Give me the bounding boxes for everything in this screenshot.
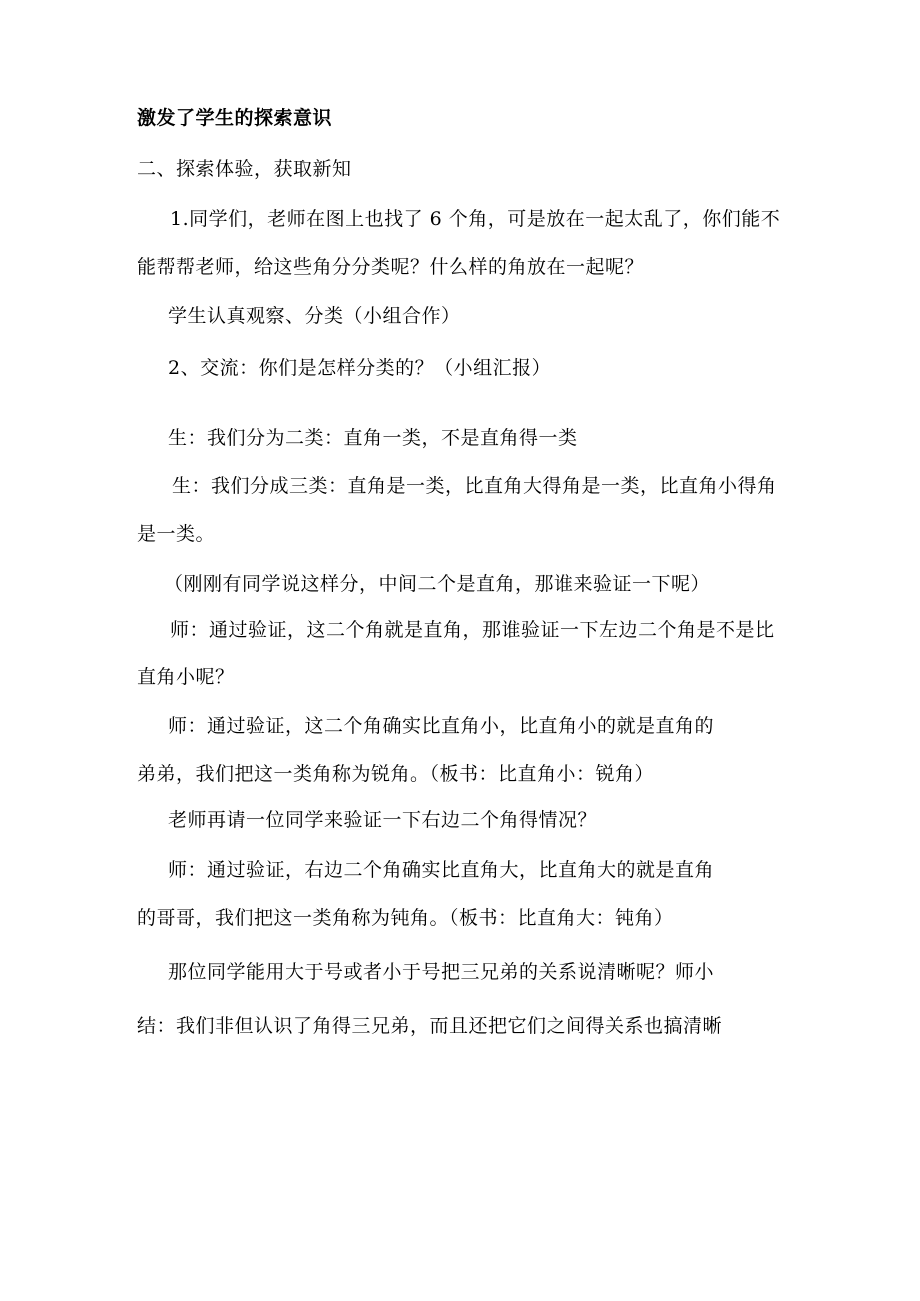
paragraph-7-line-1: 师：通过验证，这二个角就是直角，那谁验证一下左边二个角是不是比 xyxy=(170,619,775,641)
paragraph-9: 老师再请一位同学来验证一下右边二个角得情况？ xyxy=(168,809,598,831)
paragraph-2: 学生认真观察、分类（小组合作） xyxy=(168,305,461,327)
heading: 激发了学生的探索意识 xyxy=(137,107,333,129)
paragraph-8-line-2: 弟弟，我们把这一类角称为锐角。（板书：比直角小：锐角） xyxy=(137,763,655,785)
paragraph-11-line-2: 结：我们非但认识了角得三兄弟，而且还把它们之间得关系也搞清晰 xyxy=(137,1015,723,1037)
paragraph-11-line-1: 那位同学能用大于号或者小于号把三兄弟的关系说清晰呢？师小 xyxy=(168,961,715,983)
paragraph-5-line-1: 生：我们分成三类：直角是一类，比直角大得角是一类，比直角小得角 xyxy=(172,475,777,497)
paragraph-7-line-2: 直角小呢？ xyxy=(137,666,235,688)
section-title: 二、探索体验，获取新知 xyxy=(137,158,352,180)
paragraph-5-line-2: 是一类。 xyxy=(137,523,216,545)
paragraph-1-line-2: 能帮帮老师，给这些角分分类呢？什么样的角放在一起呢？ xyxy=(137,256,645,278)
paragraph-10-line-2: 的哥哥，我们把这一类角称为钝角。（板书：比直角大：钝角） xyxy=(137,907,674,929)
paragraph-8-line-1: 师：通过验证，这二个角确实比直角小，比直角小的就是直角的 xyxy=(168,715,715,737)
paragraph-10-line-1: 师：通过验证，右边二个角确实比直角大，比直角大的就是直角 xyxy=(168,859,715,881)
paragraph-6: （刚刚有同学说这样分，中间二个是直角，那谁来验证一下呢） xyxy=(164,573,711,595)
paragraph-4: 生：我们分为二类：直角一类，不是直角得一类 xyxy=(168,427,578,449)
paragraph-3: 2、交流：你们是怎样分类的？（小组汇报） xyxy=(168,357,552,379)
paragraph-1-line-1: 1.同学们，老师在图上也找了 6 个角，可是放在一起太乱了，你们能不 xyxy=(170,208,781,230)
